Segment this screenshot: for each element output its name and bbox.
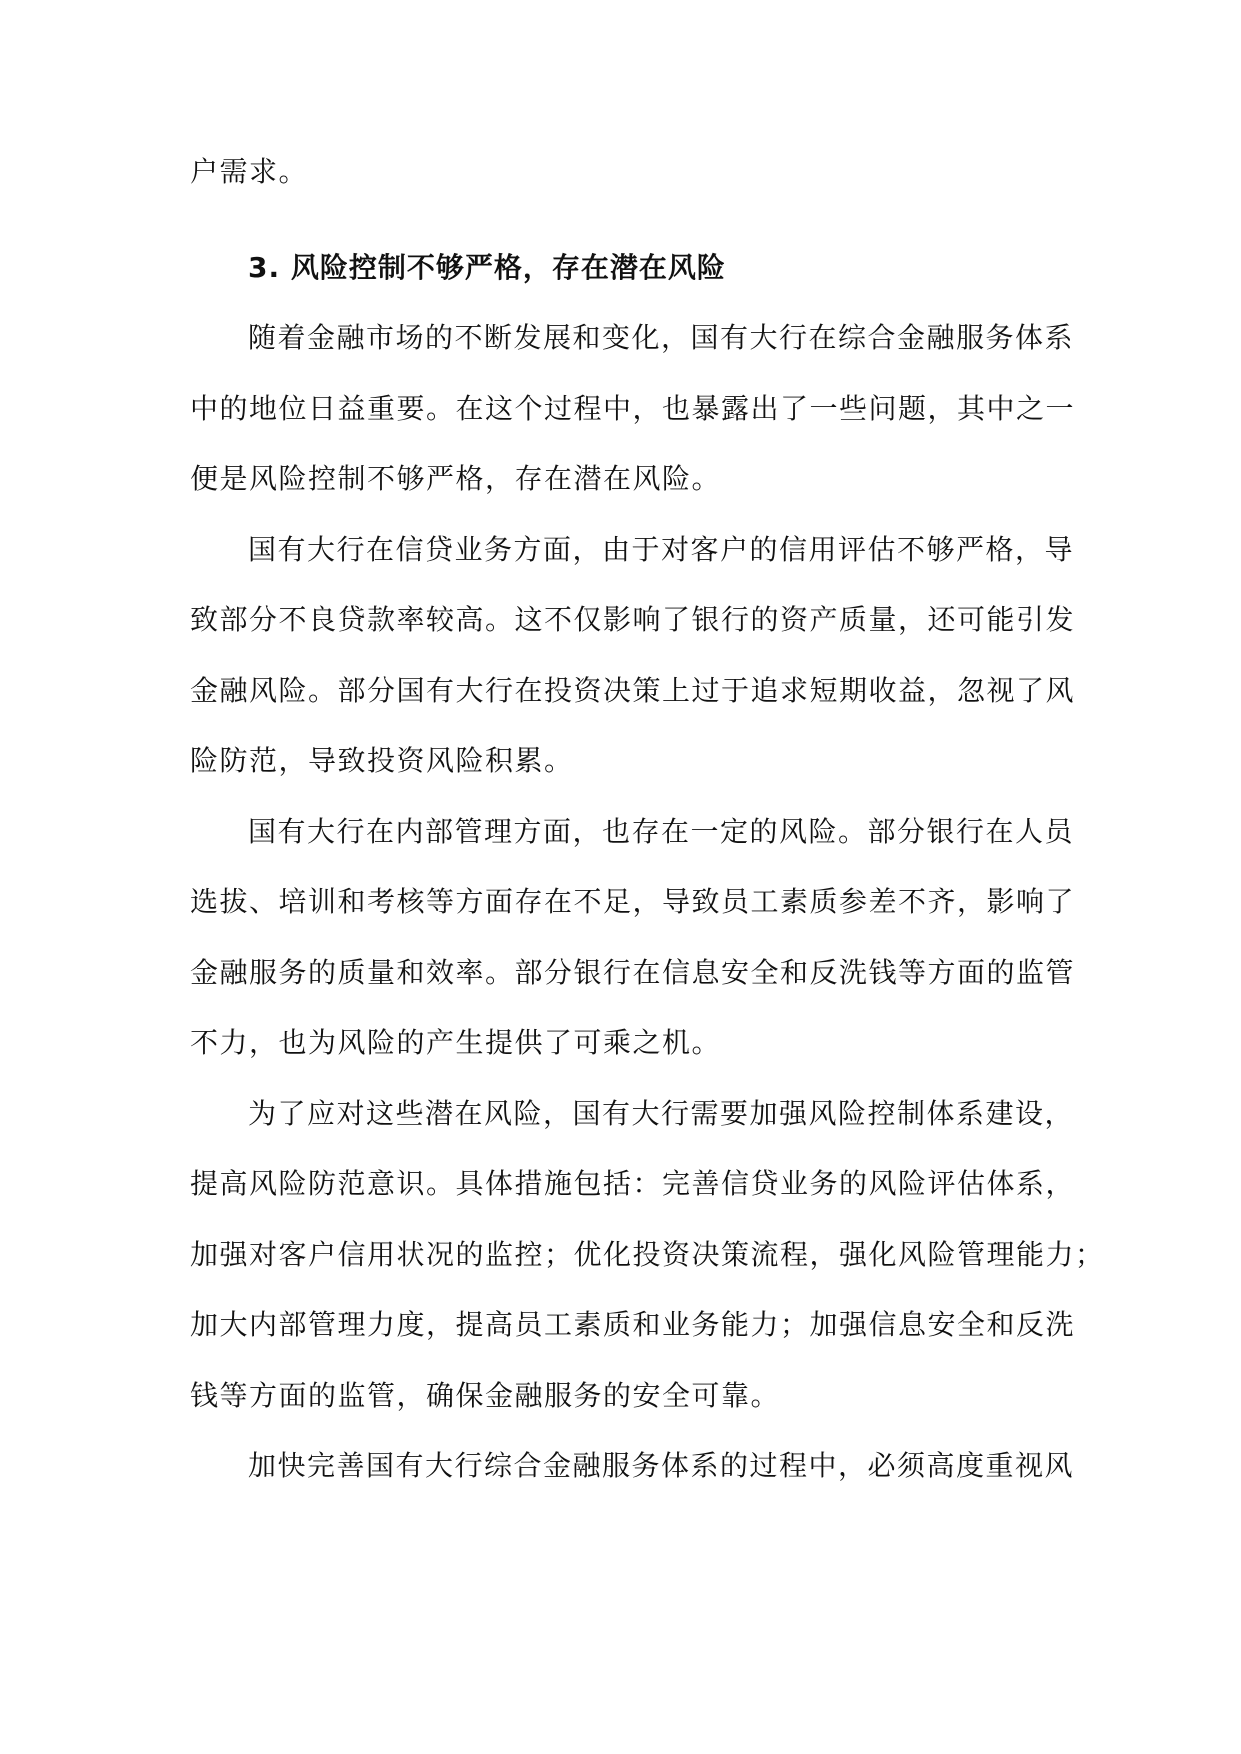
paragraph-1-line-3: 便是风险控制不够严格，存在潜在风险。 [190,462,722,495]
paragraph-4-line-5: 钱等方面的监管，确保金融服务的安全可靠。 [190,1379,781,1412]
paragraph-2-line-2: 致部分不良贷款率较高。这不仅影响了银行的资产质量，还可能引发 [190,603,1076,636]
paragraph-5-line-1: 加快完善国有大行综合金融服务体系的过程中，必须高度重视风 [248,1449,1075,1482]
paragraph-2-line-1: 国有大行在信贷业务方面，由于对客户的信用评估不够严格，导 [248,533,1075,566]
paragraph-4-line-4: 加大内部管理力度，提高员工素质和业务能力；加强信息安全和反洗 [190,1308,1076,1341]
paragraph-4-line-1: 为了应对这些潜在风险，国有大行需要加强风险控制体系建设， [248,1097,1075,1130]
paragraph-3-line-4: 不力，也为风险的产生提供了可乘之机。 [190,1026,722,1059]
paragraph-1-line-2: 中的地位日益重要。在这个过程中，也暴露出了一些问题，其中之一 [190,392,1076,425]
paragraph-2-line-4: 险防范，导致投资风险积累。 [190,744,574,777]
text-line-continuation: 户需求。 [190,155,309,188]
paragraph-2-line-3: 金融风险。部分国有大行在投资决策上过于追求短期收益，忽视了风 [190,674,1076,707]
paragraph-3-line-2: 选拔、培训和考核等方面存在不足，导致员工素质参差不齐，影响了 [190,885,1076,918]
paragraph-1-line-1: 随着金融市场的不断发展和变化，国有大行在综合金融服务体系 [248,321,1075,354]
paragraph-4-line-2: 提高风险防范意识。具体措施包括：完善信贷业务的风险评估体系， [190,1167,1076,1200]
section-heading: 3. 风险控制不够严格，存在潜在风险 [248,251,726,284]
paragraph-3-line-3: 金融服务的质量和效率。部分银行在信息安全和反洗钱等方面的监管 [190,956,1076,989]
paragraph-4-line-3: 加强对客户信用状况的监控；优化投资决策流程，强化风险管理能力； [190,1238,1105,1271]
paragraph-3-line-1: 国有大行在内部管理方面，也存在一定的风险。部分银行在人员 [248,815,1075,848]
